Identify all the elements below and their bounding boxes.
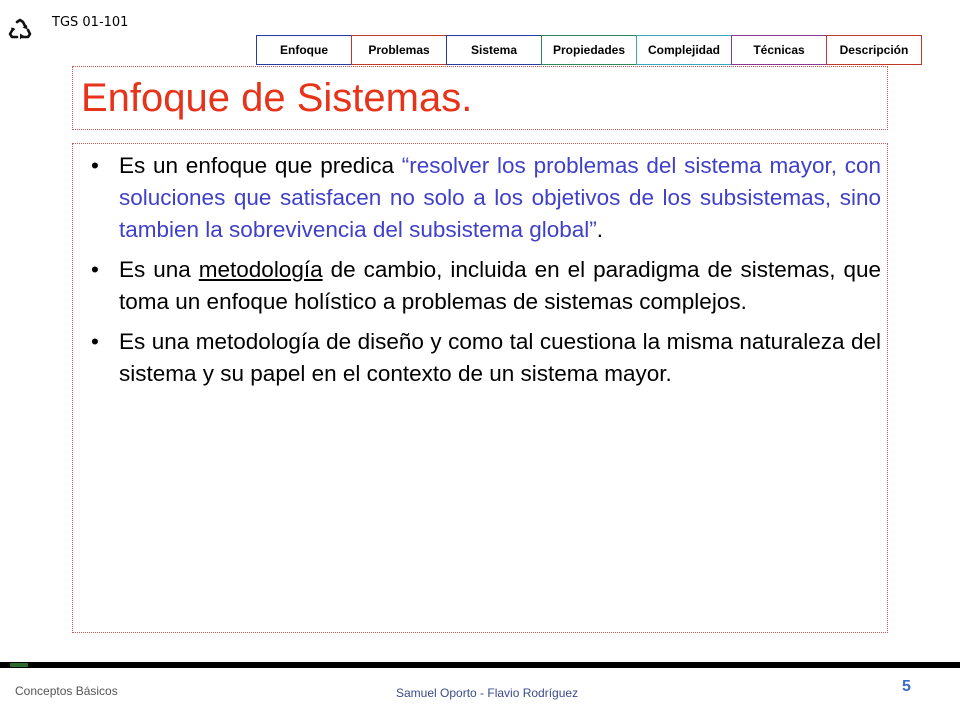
footer-section-label: Conceptos Básicos bbox=[15, 684, 118, 698]
title-frame bbox=[72, 66, 888, 130]
bullet-text: Es un enfoque que predica bbox=[119, 153, 402, 178]
bullet-text: . bbox=[596, 217, 604, 242]
footer-divider bbox=[0, 662, 960, 668]
content-frame bbox=[72, 143, 888, 633]
page-number: 5 bbox=[902, 678, 911, 695]
underlined-term: metodología bbox=[198, 257, 323, 282]
nav-tabs bbox=[257, 35, 922, 65]
tab-problemas[interactable]: Problemas bbox=[351, 35, 447, 65]
bullet-text: de cambio, incluida en el paradigma de sistemas, que toma un enfoque holístico a problemas de sistemas complejos. bbox=[119, 257, 881, 314]
slide-title: Enfoque de Sistemas. bbox=[81, 76, 473, 120]
footer-authors: Samuel Oporto - Flavio Rodríguez bbox=[396, 686, 579, 700]
footer-accent bbox=[10, 663, 28, 667]
course-code: TGS 01-101 bbox=[52, 15, 129, 30]
bullet-text: Es una bbox=[119, 257, 199, 282]
tab-sistema[interactable]: Sistema bbox=[446, 35, 542, 65]
tab-complejidad[interactable]: Complejidad bbox=[636, 35, 732, 65]
bullet-list bbox=[85, 150, 881, 398]
bullet-item bbox=[85, 254, 881, 318]
tab-descripcion[interactable]: Descripción bbox=[826, 35, 922, 65]
bullet-text: Es una metodología de diseño y como tal cuestiona la misma naturaleza del sistema y su papel en el contexto de un sistema mayor. bbox=[119, 329, 881, 386]
recycle-icon bbox=[8, 18, 32, 42]
tab-propiedades[interactable]: Propiedades bbox=[541, 35, 637, 65]
quoted-definition: “resolver los problemas del sistema mayor, con soluciones que satisfacen no solo a los objetivos de los subsistemas, sino tambien la sobrevivencia del subsistema global” bbox=[119, 153, 881, 242]
bullet-item bbox=[85, 150, 881, 246]
bullet-item bbox=[85, 326, 881, 390]
tab-tecnicas[interactable]: Técnicas bbox=[731, 35, 827, 65]
tab-enfoque[interactable]: Enfoque bbox=[256, 35, 352, 65]
